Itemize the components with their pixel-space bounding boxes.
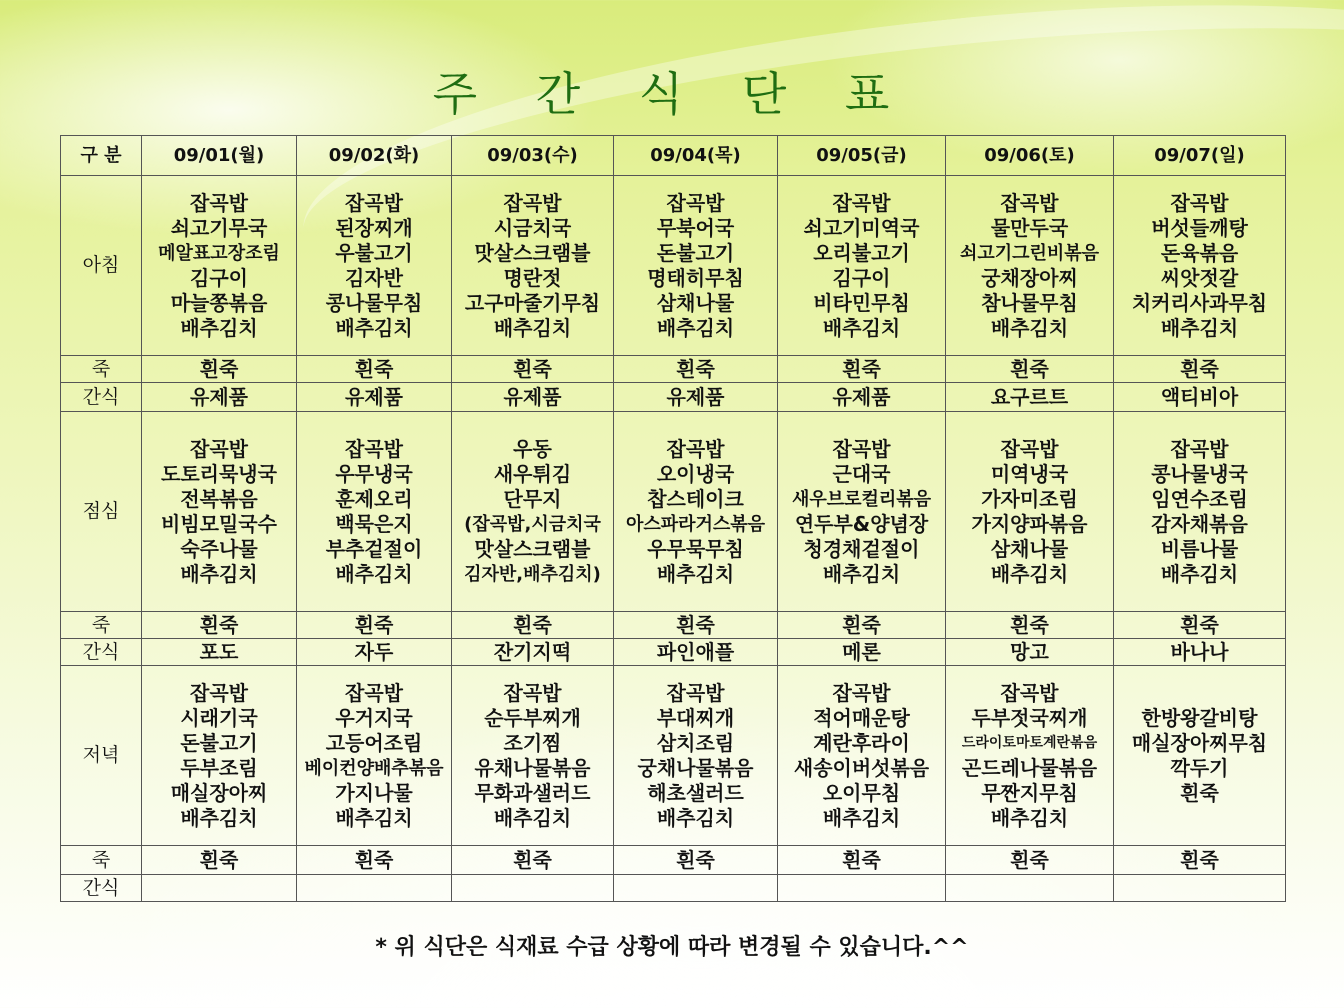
menu-cell [778,612,946,639]
menu-item: 흰죽 [1180,612,1219,637]
menu-cell [452,846,614,875]
day-header: 09/06(토) [946,136,1114,176]
meal-row-snack [61,875,1286,902]
menu-item: 잡곡밥 [345,680,403,705]
menu-item: 잔기지떡 [493,639,572,664]
menu-item: 곤드레나물볶음 [961,755,1098,780]
menu-item: 배추김치 [180,561,258,586]
menu-item: 깍두기 [1170,755,1229,780]
menu-cell [1114,383,1286,412]
menu-item: 부대찌개 [656,705,735,730]
menu-item: 유제품 [190,384,248,409]
menu-item: 메론 [842,639,881,664]
menu-item: (잡곡밥,시금치국 [464,513,601,535]
menu-item: 잡곡밥 [666,680,725,705]
menu-item: 잡곡밥 [345,436,403,461]
menu-item: 적어매운탕 [813,705,910,730]
menu-item: 맛살스크램블 [474,240,591,265]
menu-item: 흰죽 [354,356,394,381]
menu-cell [614,412,778,612]
menu-item: 오이냉국 [656,461,735,486]
menu-cell [297,356,452,383]
menu-item: 흰죽 [842,356,881,381]
menu-item: 버섯들깨탕 [1151,215,1248,240]
menu-cell [946,612,1114,639]
meal-label: 점심 [61,412,142,612]
menu-item: 잡곡밥 [1000,190,1059,215]
menu-item: 참나물무침 [981,290,1078,315]
menu-item: 김구이 [832,265,891,290]
menu-cell [297,639,452,666]
menu-cell [142,176,297,356]
menu-item: 쇠고기미역국 [803,215,920,240]
menu-cell [452,412,614,612]
menu-cell [452,666,614,846]
menu-item: 흰죽 [1010,612,1049,637]
menu-item: 파인애플 [656,639,735,664]
menu-cell [946,412,1114,612]
menu-item: 잡곡밥 [832,190,891,215]
menu-item: 미역냉국 [990,461,1069,486]
menu-cell [142,666,297,846]
menu-cell [1114,612,1286,639]
menu-cell [614,666,778,846]
day-header: 09/07(일) [1114,136,1286,176]
menu-item: 흰죽 [676,356,715,381]
menu-item: 도토리묵냉국 [161,461,277,486]
menu-item: 순두부찌개 [484,705,581,730]
menu-table-body [61,136,1286,902]
menu-item: 마늘쫑볶음 [170,290,268,315]
meal-label: 저녁 [61,666,142,846]
menu-cell [1114,176,1286,356]
meal-label: 간식 [61,383,142,412]
menu-cell [614,639,778,666]
menu-cell [142,875,297,902]
menu-cell [778,846,946,875]
menu-item: 배추김치 [335,315,413,340]
meal-row-breakfast [61,176,1286,356]
menu-item: 전복볶음 [180,486,258,511]
menu-item: 가자미조림 [981,486,1078,511]
menu-item: 비타민무침 [813,290,910,315]
menu-cell [452,639,614,666]
menu-item: 유제품 [832,384,891,409]
menu-item: 찹스테이크 [647,486,744,511]
menu-item: 배추김치 [180,315,258,340]
menu-item: 숙주나물 [180,536,258,561]
menu-item: 부추겉절이 [325,536,423,561]
menu-cell [946,356,1114,383]
meal-label: 아침 [61,176,142,356]
menu-item: 액티비아 [1160,384,1239,409]
menu-cell [142,412,297,612]
menu-item: 잡곡밥 [1000,680,1059,705]
menu-cell [614,356,778,383]
menu-item: 유제품 [666,384,725,409]
menu-item: 매실장아찌 [170,780,268,805]
header-label: 구 분 [61,136,142,176]
menu-item: 잡곡밥 [832,436,891,461]
menu-item: 잡곡밥 [832,680,891,705]
meal-row-porridge [61,612,1286,639]
menu-item: 흰죽 [676,847,715,872]
menu-item: 두부젓국찌개 [971,705,1088,730]
menu-item: 임연수조림 [1151,486,1248,511]
menu-item: 메알표고장조림 [158,242,280,264]
menu-item: 우무묵무침 [647,536,744,561]
menu-item: 매실장아찌무침 [1131,730,1268,755]
menu-item: 배추김치 [656,315,735,340]
menu-item: 치커리사과무침 [1131,290,1268,315]
page-title: 주 간 식 단 표 [432,67,912,121]
menu-item: 비빔모밀국수 [161,511,277,536]
menu-cell [142,639,297,666]
meal-row-porridge [61,356,1286,383]
menu-cell [946,176,1114,356]
menu-item: 우무냉국 [335,461,413,486]
menu-cell [452,356,614,383]
menu-cell [297,612,452,639]
menu-item: 아스파라거스볶음 [625,513,766,535]
menu-item: 흰죽 [842,847,881,872]
menu-item: 콩나물냉국 [1151,461,1248,486]
menu-item: 흰죽 [199,356,239,381]
menu-item: 흰죽 [842,612,881,637]
menu-cell [142,356,297,383]
menu-item: 흰죽 [1010,847,1049,872]
footnote: * 위 식단은 식재료 수급 상황에 따라 변경될 수 있습니다.^^ [375,935,969,960]
menu-item: 돈육볶음 [1160,240,1239,265]
menu-item: 흰죽 [1010,356,1049,381]
menu-item: 김자반 [345,265,403,290]
menu-cell [614,875,778,902]
menu-item: 콩나물무침 [325,290,423,315]
menu-item: 두부조림 [180,755,258,780]
menu-item: 흰죽 [354,847,394,872]
menu-item: 자두 [354,639,394,664]
menu-cell [1114,639,1286,666]
menu-item: 배추김치 [990,805,1069,830]
menu-item: 흰죽 [513,356,552,381]
menu-item: 흰죽 [199,847,239,872]
menu-item: 우동 [513,436,552,461]
menu-item: 가지나물 [335,780,413,805]
menu-cell [946,666,1114,846]
menu-item: 무짠지무침 [981,780,1078,805]
meal-row-snack [61,383,1286,412]
menu-item: 김자반,배추김치) [464,563,601,585]
menu-item: 된장찌개 [335,215,413,240]
meal-row-porridge [61,846,1286,875]
day-header: 09/04(목) [614,136,778,176]
menu-item: 가지양파볶음 [971,511,1088,536]
menu-cell [946,875,1114,902]
menu-item: 조기찜 [503,730,562,755]
menu-item: 잡곡밥 [190,436,248,461]
menu-item: 돈불고기 [656,240,735,265]
menu-item: 무북어국 [656,215,735,240]
meal-row-lunch [61,412,1286,612]
menu-item: 흰죽 [513,612,552,637]
menu-item: 베이컨양배추볶음 [304,757,444,779]
menu-item: 새우튀김 [493,461,572,486]
menu-item: 잡곡밥 [1000,436,1059,461]
menu-item: 비름나물 [1160,536,1239,561]
menu-item: 잡곡밥 [1170,190,1229,215]
menu-item: 배추김치 [1160,561,1239,586]
menu-item: 배추김치 [493,805,572,830]
meal-label: 죽 [61,846,142,875]
menu-item: 우거지국 [335,705,413,730]
menu-item: 흰죽 [354,612,394,637]
meal-label: 죽 [61,612,142,639]
menu-cell [778,356,946,383]
menu-item: 돈불고기 [180,730,258,755]
menu-item: 망고 [1010,639,1049,664]
menu-item: 배추김치 [822,805,901,830]
menu-item: 궁채나물볶음 [637,755,754,780]
menu-item: 물만두국 [990,215,1069,240]
menu-item: 흰죽 [676,612,715,637]
menu-item: 오리불고기 [813,240,910,265]
menu-item: 잡곡밥 [1170,436,1229,461]
menu-item: 고구마줄기무침 [464,290,601,315]
menu-item: 흰죽 [1180,847,1219,872]
menu-item: 근대국 [832,461,891,486]
menu-cell [778,639,946,666]
menu-cell [946,383,1114,412]
menu-item: 계란후라이 [813,730,910,755]
day-header: 09/02(화) [297,136,452,176]
menu-item: 한방왕갈비탕 [1141,705,1258,730]
menu-item: 배추김치 [1160,315,1239,340]
menu-cell [946,846,1114,875]
menu-cell [614,846,778,875]
menu-item: 배추김치 [335,561,413,586]
menu-item: 잡곡밥 [345,190,403,215]
menu-item: 배추김치 [656,805,735,830]
menu-cell [946,639,1114,666]
menu-item: 단무지 [503,486,562,511]
day-header: 09/05(금) [778,136,946,176]
menu-item: 배추김치 [335,805,413,830]
menu-item: 유채나물볶음 [474,755,591,780]
menu-cell [297,412,452,612]
menu-item: 고등어조림 [325,730,423,755]
menu-cell [452,875,614,902]
day-header: 09/01(월) [142,136,297,176]
menu-cell [297,383,452,412]
meal-row-snack [61,639,1286,666]
menu-cell [1114,412,1286,612]
day-header: 09/03(수) [452,136,614,176]
menu-item: 쇠고기무국 [170,215,268,240]
menu-item: 배추김치 [990,315,1069,340]
menu-item: 무화과샐러드 [474,780,591,805]
menu-item: 시금치국 [493,215,572,240]
menu-item: 흰죽 [1180,356,1219,381]
menu-item: 흰죽 [1180,780,1219,805]
menu-cell [614,383,778,412]
menu-cell [614,176,778,356]
menu-item: 새송이버섯볶음 [793,755,930,780]
menu-cell [297,176,452,356]
menu-item: 훈제오리 [335,486,413,511]
menu-item: 배추김치 [822,315,901,340]
menu-item: 삼채나물 [990,536,1069,561]
menu-item: 요구르트 [990,384,1069,409]
meal-label: 죽 [61,356,142,383]
menu-cell [778,666,946,846]
menu-item: 쇠고기그린비볶음 [959,242,1100,264]
meal-row-dinner [61,666,1286,846]
menu-cell [452,383,614,412]
menu-cell [614,612,778,639]
menu-item: 배추김치 [180,805,258,830]
header-row [61,136,1286,176]
menu-item: 명태히무침 [647,265,744,290]
menu-cell [1114,666,1286,846]
menu-cell [142,612,297,639]
menu-item: 맛살스크램블 [474,536,591,561]
menu-item: 흰죽 [513,847,552,872]
menu-item: 잡곡밥 [190,190,248,215]
menu-cell [778,875,946,902]
weekly-menu-table [60,135,1286,902]
menu-cell [297,666,452,846]
menu-item: 삼채나물 [656,290,735,315]
menu-item: 유제품 [503,384,562,409]
menu-item: 오이무침 [822,780,901,805]
menu-item: 씨앗젓갈 [1160,265,1239,290]
menu-item: 시래기국 [180,705,258,730]
menu-item: 잡곡밥 [666,190,725,215]
menu-item: 배추김치 [493,315,572,340]
menu-cell [142,846,297,875]
menu-cell [452,176,614,356]
menu-cell [297,875,452,902]
menu-cell [1114,846,1286,875]
menu-item: 배추김치 [656,561,735,586]
menu-cell [778,176,946,356]
menu-item: 감자채볶음 [1151,511,1248,536]
menu-item: 백묵은지 [335,511,413,536]
menu-item: 포도 [199,639,239,664]
meal-label: 간식 [61,875,142,902]
menu-item: 우불고기 [335,240,413,265]
menu-item: 흰죽 [199,612,239,637]
menu-item: 연두부&양념장 [794,511,929,536]
menu-item: 배추김치 [990,561,1069,586]
menu-cell [297,846,452,875]
meal-label: 간식 [61,639,142,666]
menu-item: 잡곡밥 [503,190,562,215]
menu-item: 유제품 [345,384,403,409]
menu-cell [452,612,614,639]
menu-cell [1114,356,1286,383]
menu-item: 삼치조림 [656,730,735,755]
menu-item: 잡곡밥 [666,436,725,461]
menu-item: 새우브로컬리볶음 [791,488,932,510]
menu-item: 청경채겉절이 [803,536,920,561]
menu-item: 잡곡밥 [190,680,248,705]
menu-cell [778,383,946,412]
menu-item: 김구이 [190,265,248,290]
menu-item: 배추김치 [822,561,901,586]
menu-item: 바나나 [1170,639,1229,664]
menu-item: 명란젓 [503,265,562,290]
menu-item: 해초샐러드 [647,780,744,805]
menu-item: 잡곡밥 [503,680,562,705]
menu-cell [142,383,297,412]
menu-item: 드라이토마토계란볶음 [961,734,1098,751]
menu-cell [1114,875,1286,902]
menu-cell [778,412,946,612]
menu-item: 궁채장아찌 [981,265,1078,290]
